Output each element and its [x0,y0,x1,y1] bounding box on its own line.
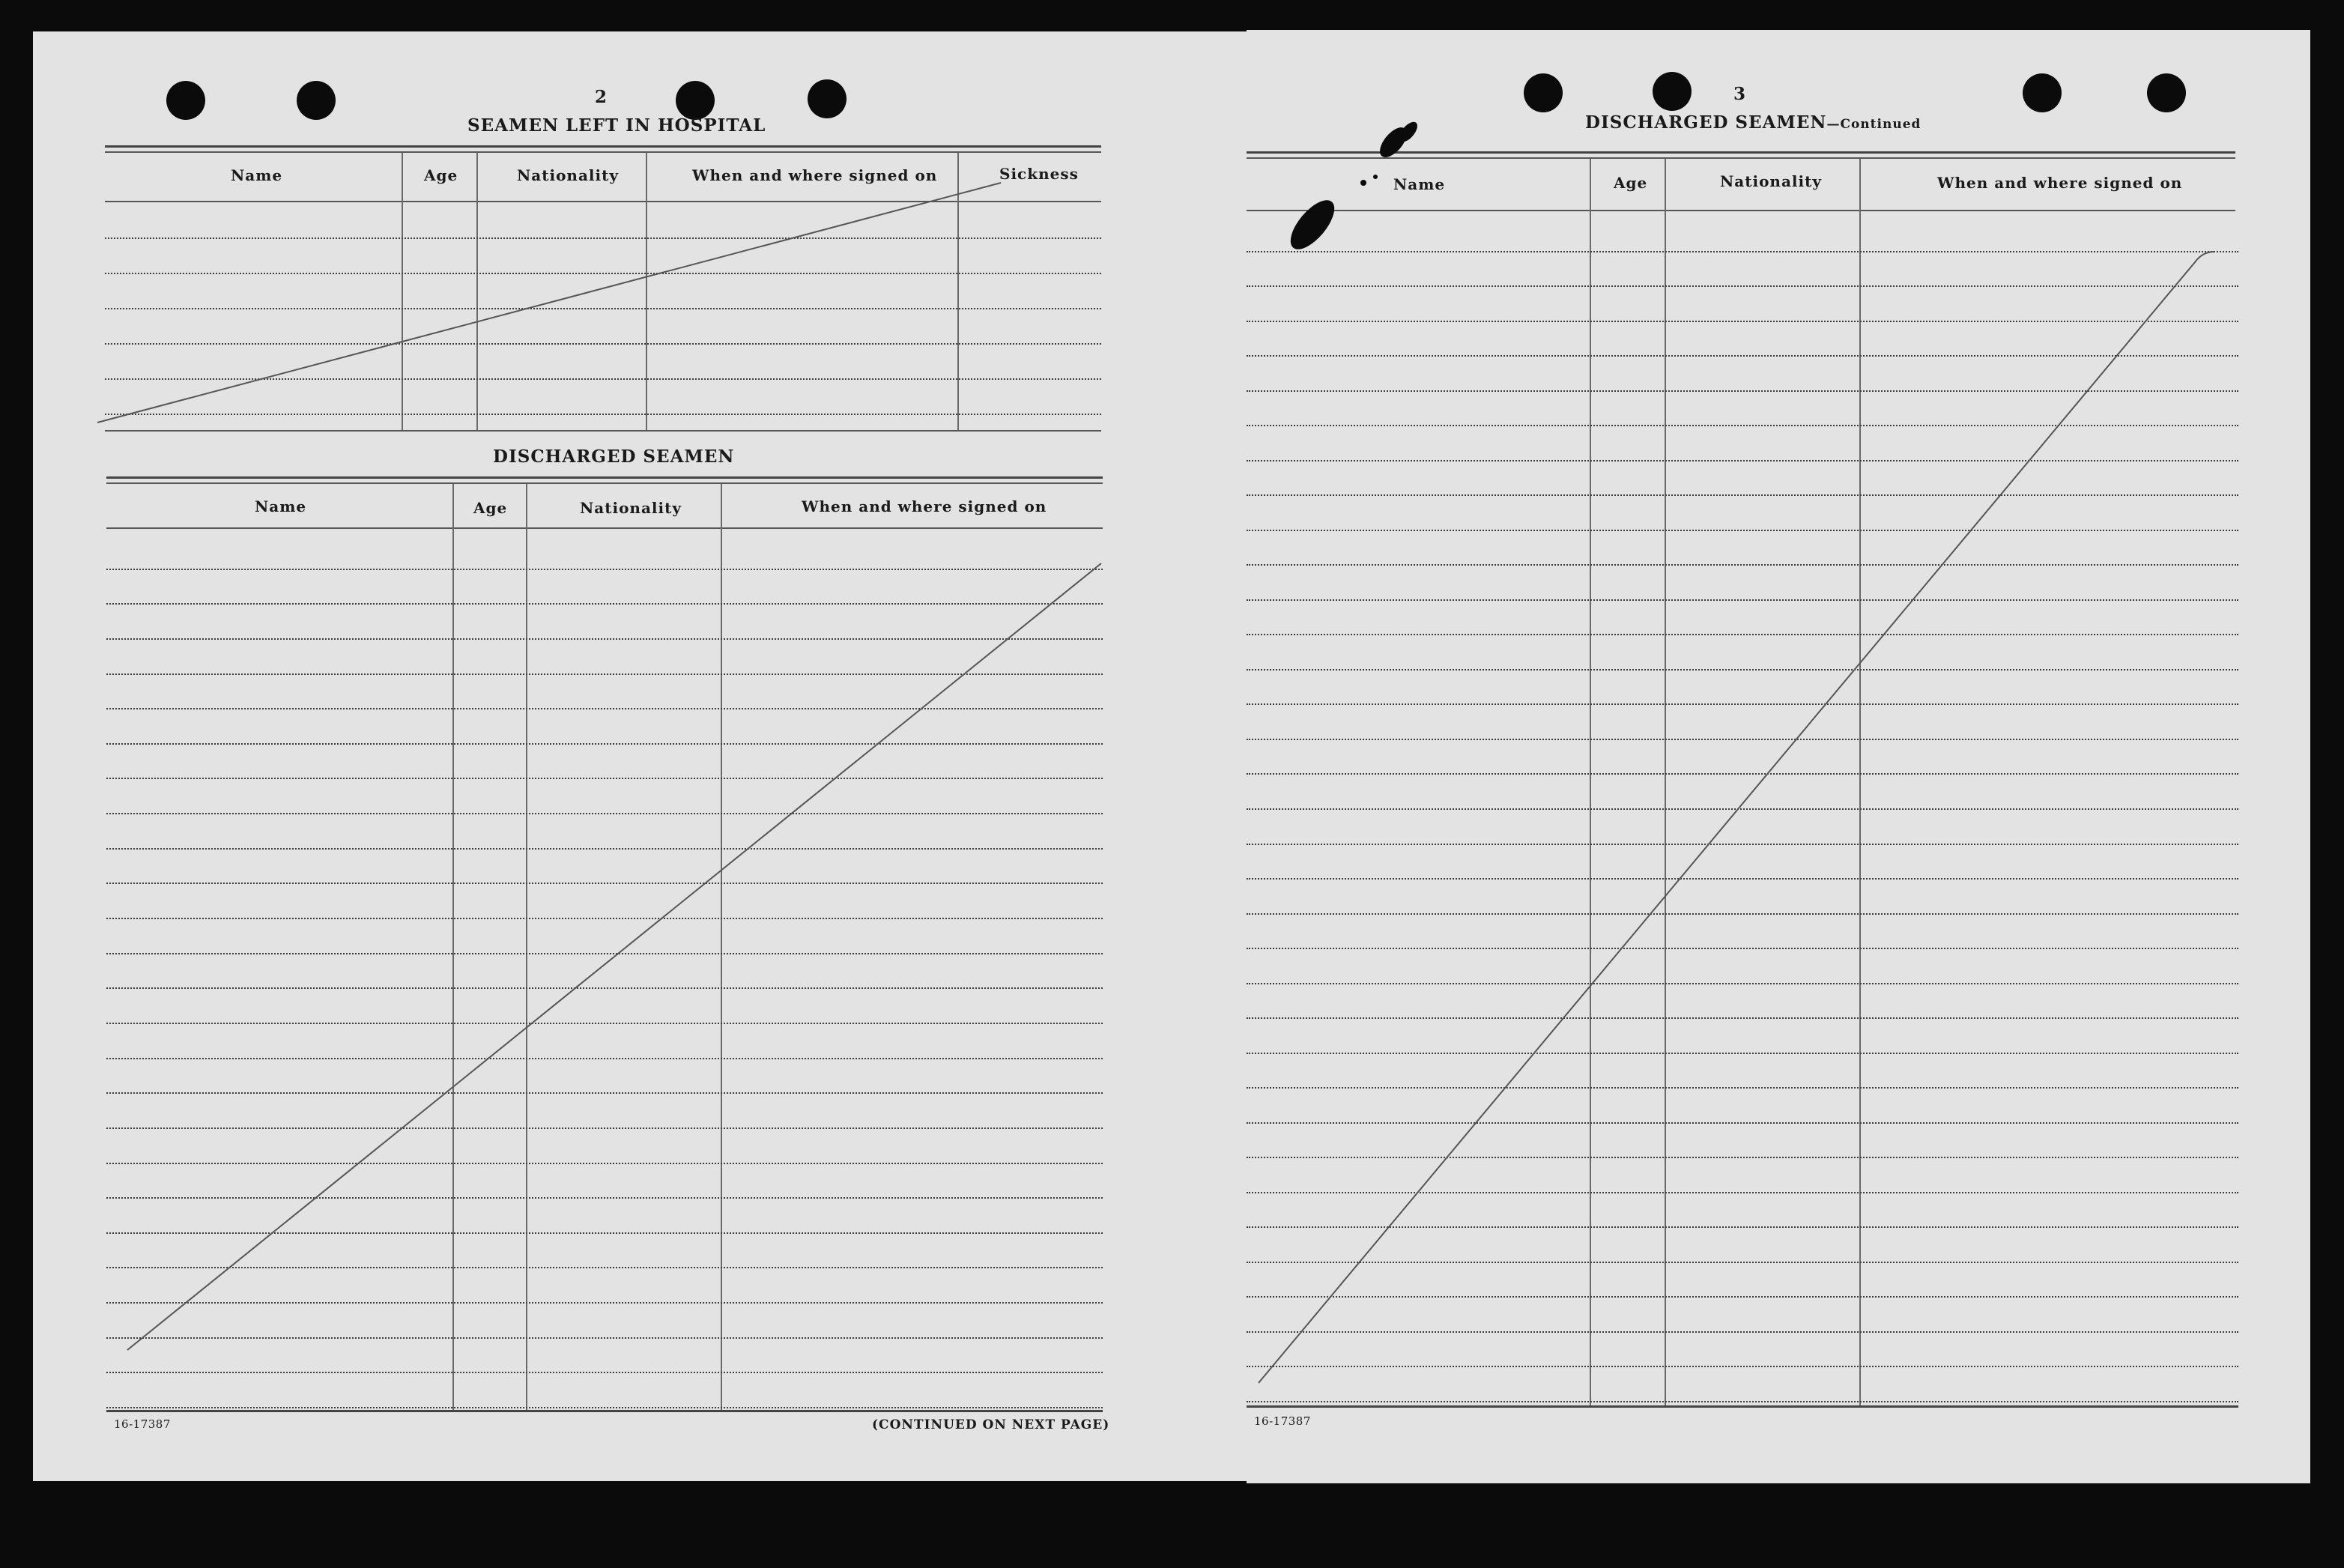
cancel-stroke [1259,252,2214,1383]
column-header-age: Age [473,499,508,517]
title-main: DISCHARGED SEAMEN [1585,112,1827,133]
column-header-name: Name [255,497,307,515]
form-number: 16-17387 [1254,1414,1311,1428]
cancel-stroke [127,563,1101,1350]
column-header-age: Age [1614,174,1648,192]
column-header-name: Name [1393,175,1446,193]
column-header-name: Name [231,166,283,184]
section-title-hospital: SEAMEN LEFT IN HOSPITAL [467,115,766,136]
column-header-signed-on: When and where signed on [692,166,938,184]
ink-blot [1282,193,1342,256]
cancel-stroke [97,183,1001,423]
page-number: 2 [595,87,608,107]
ink-speck [1373,175,1378,179]
form-number: 16-17387 [114,1417,171,1431]
section-title-discharged: DISCHARGED SEAMEN [493,447,735,467]
column-header-nationality: Nationality [517,166,619,184]
title-suffix: —Continued [1826,117,1921,132]
column-header-nationality: Nationality [580,499,682,517]
column-header-sickness: Sickness [999,165,1079,183]
column-header-nationality: Nationality [1720,172,1822,190]
column-header-age: Age [424,166,458,184]
column-header-signed-on: When and where signed on [802,497,1047,515]
footer-note: (CONTINUED ON NEXT PAGE) [872,1417,1110,1432]
column-header-signed-on: When and where signed on [1937,174,2183,192]
page-number: 3 [1733,84,1747,104]
ink-speck [1360,180,1366,186]
